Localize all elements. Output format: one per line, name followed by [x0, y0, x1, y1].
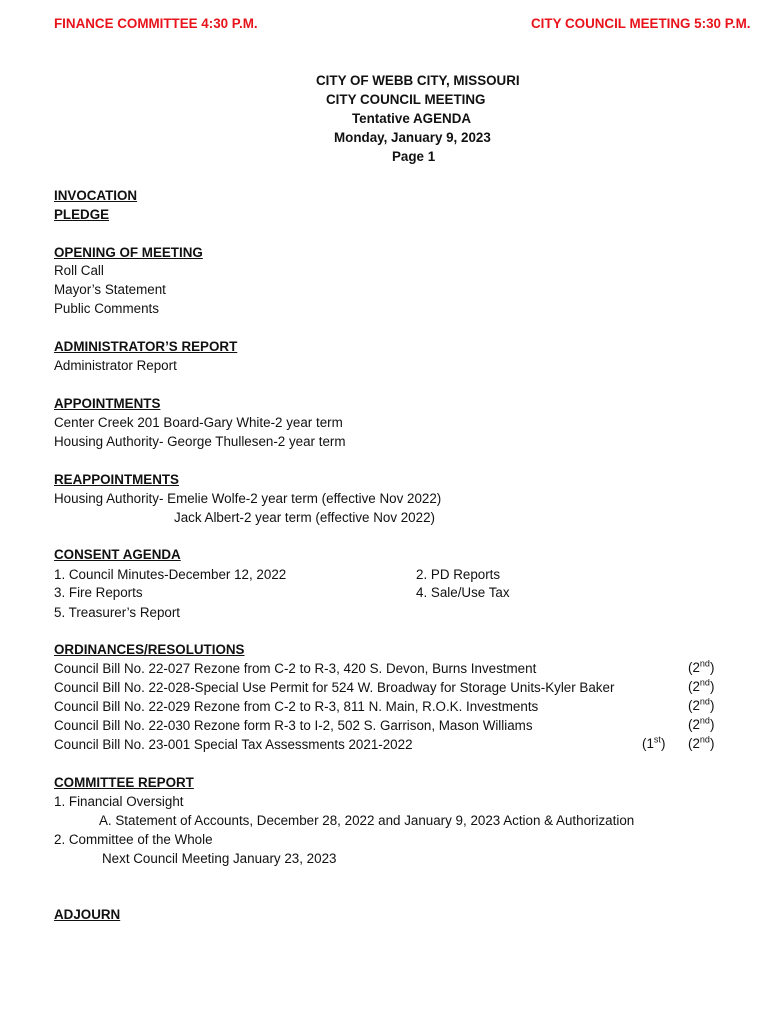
bill-description: Council Bill No. 23-001 Special Tax Assessments 2021-2022: [54, 737, 413, 752]
meeting-name: CITY COUNCIL MEETING: [326, 92, 486, 107]
list-item: 2. Committee of the Whole: [54, 832, 213, 847]
second-reading: (2nd): [688, 734, 715, 751]
bill-description: Council Bill No. 22-027 Rezone from C-2 to R-3, 420 S. Devon, Burns Investment: [54, 661, 537, 676]
ordinance-row: [54, 698, 538, 716]
first-reading: (1st): [642, 734, 666, 751]
list-item: Administrator Report: [54, 358, 177, 373]
city-name: CITY OF WEBB CITY, MISSOURI: [316, 73, 520, 88]
adjourn-heading: ADJOURN: [54, 907, 121, 922]
list-item: 5. Treasurer’s Report: [54, 605, 181, 620]
list-item: Center Creek 201 Board-Gary White-2 year term: [54, 415, 343, 430]
opening-heading: OPENING OF MEETING: [54, 245, 203, 260]
second-reading: (2nd): [688, 658, 715, 675]
list-item: Housing Authority- George Thullesen-2 year term: [54, 434, 346, 449]
appointments-heading: APPOINTMENTS: [54, 396, 161, 411]
list-item: Jack Albert-2 year term (effective Nov 2022): [174, 510, 435, 525]
invocation-heading: INVOCATION: [54, 188, 138, 203]
list-item: 2. PD Reports: [416, 567, 501, 582]
list-item: Public Comments: [54, 301, 159, 316]
list-item: 3. Fire Reports: [54, 585, 143, 600]
bill-description: Council Bill No. 22-029 Rezone from C-2 to R-3, 811 N. Main, R.O.K. Investments: [54, 699, 539, 714]
list-item: 1. Financial Oversight: [54, 794, 184, 809]
meeting-date: Monday, January 9, 2023: [334, 130, 491, 145]
ordinance-row: [54, 660, 536, 678]
pledge-heading: PLEDGE: [54, 207, 110, 222]
consent-heading: CONSENT AGENDA: [54, 547, 181, 562]
bill-description: Council Bill No. 22-028-Special Use Permit for 524 W. Broadway for Storage Units-Kyler Baker: [54, 680, 615, 695]
second-reading: (2nd): [688, 677, 715, 694]
list-item: 4. Sale/Use Tax: [416, 585, 510, 600]
administrator-heading: ADMINISTRATOR’S REPORT: [54, 339, 238, 354]
ordinance-row: [54, 679, 614, 697]
list-item: Roll Call: [54, 263, 104, 278]
ordinance-row: [54, 736, 413, 754]
ordinances-heading: ORDINANCES/RESOLUTIONS: [54, 642, 245, 657]
committee-heading: COMMITTEE REPORT: [54, 775, 194, 790]
finance-committee-time: FINANCE COMMITTEE 4:30 P.M.: [54, 16, 258, 31]
second-reading: (2nd): [688, 715, 715, 732]
agenda-title: Tentative AGENDA: [352, 111, 472, 126]
council-meeting-time: CITY COUNCIL MEETING 5:30 P.M.: [531, 16, 751, 31]
list-item: Housing Authority- Emelie Wolfe-2 year term (effective Nov 2022): [54, 491, 442, 506]
page-number: Page 1: [392, 149, 436, 164]
second-reading: (2nd): [688, 696, 715, 713]
ordinance-row: [54, 717, 533, 735]
list-item: A. Statement of Accounts, December 28, 2022 and January 9, 2023 Action & Authorization: [99, 813, 635, 828]
list-item: Next Council Meeting January 23, 2023: [102, 851, 337, 866]
reappointments-heading: REAPPOINTMENTS: [54, 472, 179, 487]
list-item: Mayor’s Statement: [54, 282, 166, 297]
list-item: 1. Council Minutes-December 12, 2022: [54, 567, 287, 582]
bill-description: Council Bill No. 22-030 Rezone form R-3 to I-2, 502 S. Garrison, Mason Williams: [54, 718, 533, 733]
